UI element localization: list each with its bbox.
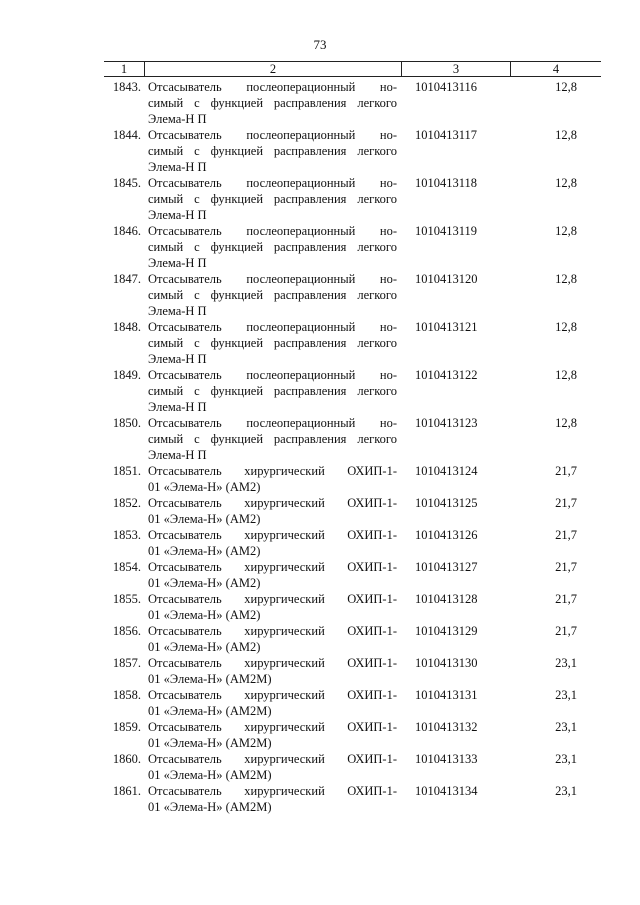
item-name-line: 01 «Элема-Н» (АМ2М) — [148, 768, 272, 782]
item-name-line: Отсасыватель послеоперационный но- — [148, 80, 397, 94]
item-name-line: Отсасыватель послеоперационный но- — [148, 320, 397, 334]
item-name — [145, 783, 397, 815]
item-name-line: 01 «Элема-Н» (АМ2) — [148, 576, 261, 590]
item-code: 1010413124 — [415, 464, 478, 478]
row-number: 1858. — [112, 688, 141, 702]
item-value: 12,8 — [555, 80, 577, 94]
item-name-line: Элема-Н П — [148, 256, 207, 270]
item-name — [145, 463, 397, 495]
table-row — [104, 271, 604, 319]
item-name-line: Элема-Н П — [148, 352, 207, 366]
item-value: 12,8 — [555, 224, 577, 238]
row-number: 1860. — [112, 752, 141, 766]
header-col-3: 3 — [402, 62, 511, 76]
item-value: 12,8 — [555, 128, 577, 142]
item-code: 1010413121 — [415, 320, 478, 334]
item-name-line: симый с функцией расправления легкого — [148, 240, 397, 254]
table-body — [104, 79, 604, 815]
item-name-line: Отсасыватель послеоперационный но- — [148, 176, 397, 190]
item-name-line: симый с функцией расправления легкого — [148, 384, 397, 398]
item-name-line: Отсасыватель хирургический ОХИП-1- — [148, 624, 397, 638]
item-name-line: Отсасыватель послеоперационный но- — [148, 272, 397, 286]
item-name-line: Отсасыватель хирургический ОХИП-1- — [148, 592, 397, 606]
item-code: 1010413127 — [415, 560, 478, 574]
item-name-line: Элема-Н П — [148, 208, 207, 222]
item-name-line: 01 «Элема-Н» (АМ2М) — [148, 704, 272, 718]
item-value: 12,8 — [555, 368, 577, 382]
item-name-line: Отсасыватель послеоперационный но- — [148, 368, 397, 382]
table-row — [104, 127, 604, 175]
item-name-line: 01 «Элема-Н» (АМ2) — [148, 480, 261, 494]
row-number: 1856. — [112, 624, 141, 638]
item-name-line: Отсасыватель хирургический ОХИП-1- — [148, 560, 397, 574]
table-row — [104, 655, 604, 687]
item-name — [145, 527, 397, 559]
item-code: 1010413125 — [415, 496, 478, 510]
item-name-line: 01 «Элема-Н» (АМ2М) — [148, 672, 272, 686]
item-code: 1010413122 — [415, 368, 478, 382]
item-name — [145, 223, 397, 271]
row-number: 1844. — [112, 128, 141, 142]
item-code: 1010413119 — [415, 224, 478, 238]
table-row — [104, 687, 604, 719]
row-number: 1853. — [112, 528, 141, 542]
row-number: 1849. — [112, 368, 141, 382]
item-value: 21,7 — [555, 496, 577, 510]
table-header — [104, 61, 601, 77]
item-name-line: Отсасыватель хирургический ОХИП-1- — [148, 720, 397, 734]
item-code: 1010413132 — [415, 720, 478, 734]
item-name-line: Отсасыватель послеоперационный но- — [148, 224, 397, 238]
row-number: 1852. — [112, 496, 141, 510]
item-name — [145, 127, 397, 175]
item-name-line: симый с функцией расправления легкого — [148, 192, 397, 206]
item-name — [145, 623, 397, 655]
item-name-line: 01 «Элема-Н» (АМ2М) — [148, 800, 272, 814]
header-col-2: 2 — [145, 62, 402, 76]
item-name — [145, 495, 397, 527]
row-number: 1843. — [112, 80, 141, 94]
item-code: 1010413129 — [415, 624, 478, 638]
item-name-line: Элема-Н П — [148, 400, 207, 414]
item-name-line: 01 «Элема-Н» (АМ2) — [148, 608, 261, 622]
table-row — [104, 223, 604, 271]
item-name-line: Отсасыватель хирургический ОХИП-1- — [148, 464, 397, 478]
table-row — [104, 367, 604, 415]
row-number: 1855. — [112, 592, 141, 606]
item-value: 12,8 — [555, 416, 577, 430]
item-value: 12,8 — [555, 320, 577, 334]
item-value: 21,7 — [555, 528, 577, 542]
item-name-line: Элема-Н П — [148, 448, 207, 462]
item-value: 12,8 — [555, 176, 577, 190]
row-number: 1851. — [112, 464, 141, 478]
table-row — [104, 559, 604, 591]
table-row — [104, 591, 604, 623]
item-name — [145, 719, 397, 751]
item-code: 1010413120 — [415, 272, 478, 286]
item-name-line: симый с функцией расправления легкого — [148, 336, 397, 350]
row-number: 1861. — [112, 784, 141, 798]
item-name — [145, 79, 397, 127]
item-name-line: Элема-Н П — [148, 160, 207, 174]
table-row — [104, 463, 604, 495]
table-row — [104, 623, 604, 655]
item-code: 1010413117 — [415, 128, 478, 142]
item-name-line: Отсасыватель послеоперационный но- — [148, 416, 397, 430]
item-value: 21,7 — [555, 560, 577, 574]
item-name-line: Отсасыватель хирургический ОХИП-1- — [148, 496, 397, 510]
item-code: 1010413123 — [415, 416, 478, 430]
item-value: 21,7 — [555, 624, 577, 638]
item-name-line: 01 «Элема-Н» (АМ2) — [148, 512, 261, 526]
item-name-line: Элема-Н П — [148, 112, 207, 126]
row-number: 1859. — [112, 720, 141, 734]
item-name — [145, 415, 397, 463]
item-code: 1010413133 — [415, 752, 478, 766]
item-name — [145, 591, 397, 623]
item-value: 12,8 — [555, 272, 577, 286]
item-code: 1010413126 — [415, 528, 478, 542]
item-name-line: 01 «Элема-Н» (АМ2) — [148, 640, 261, 654]
item-name-line: симый с функцией расправления легкого — [148, 96, 397, 110]
item-name-line: 01 «Элема-Н» (АМ2) — [148, 544, 261, 558]
item-name — [145, 655, 397, 687]
table-row — [104, 527, 604, 559]
item-value: 21,7 — [555, 592, 577, 606]
item-name — [145, 559, 397, 591]
row-number: 1847. — [112, 272, 141, 286]
row-number: 1846. — [112, 224, 141, 238]
item-name — [145, 687, 397, 719]
item-code: 1010413116 — [415, 80, 478, 94]
item-name — [145, 367, 397, 415]
row-number: 1850. — [112, 416, 141, 430]
item-code: 1010413130 — [415, 656, 478, 670]
item-name-line: Отсасыватель хирургический ОХИП-1- — [148, 656, 397, 670]
table-row — [104, 719, 604, 751]
item-value: 23,1 — [555, 688, 577, 702]
item-value: 23,1 — [555, 784, 577, 798]
header-col-1: 1 — [104, 62, 145, 76]
table-row — [104, 79, 604, 127]
table-row — [104, 319, 604, 367]
item-code: 1010413118 — [415, 176, 478, 190]
table-row — [104, 175, 604, 223]
item-value: 21,7 — [555, 464, 577, 478]
item-name-line: Элема-Н П — [148, 304, 207, 318]
table-row — [104, 495, 604, 527]
item-name-line: Отсасыватель хирургический ОХИП-1- — [148, 752, 397, 766]
item-name-line: 01 «Элема-Н» (АМ2М) — [148, 736, 272, 750]
item-name-line: Отсасыватель хирургический ОХИП-1- — [148, 784, 397, 798]
item-name-line: Отсасыватель послеоперационный но- — [148, 128, 397, 142]
item-value: 23,1 — [555, 752, 577, 766]
item-name-line: симый с функцией расправления легкого — [148, 432, 397, 446]
row-number: 1857. — [112, 656, 141, 670]
item-code: 1010413134 — [415, 784, 478, 798]
item-code: 1010413131 — [415, 688, 478, 702]
header-col-4: 4 — [552, 62, 560, 76]
page-number: 73 — [313, 37, 327, 52]
item-code: 1010413128 — [415, 592, 478, 606]
row-number: 1854. — [112, 560, 141, 574]
row-number: 1845. — [112, 176, 141, 190]
table-row — [104, 415, 604, 463]
table-row — [104, 751, 604, 783]
table-row — [104, 783, 604, 815]
item-value: 23,1 — [555, 720, 577, 734]
item-name-line: симый с функцией расправления легкого — [148, 288, 397, 302]
item-value: 23,1 — [555, 656, 577, 670]
item-name-line: Отсасыватель хирургический ОХИП-1- — [148, 528, 397, 542]
item-name — [145, 751, 397, 783]
item-name-line: Отсасыватель хирургический ОХИП-1- — [148, 688, 397, 702]
item-name-line: симый с функцией расправления легкого — [148, 144, 397, 158]
item-name — [145, 319, 397, 367]
item-name — [145, 271, 397, 319]
row-number: 1848. — [112, 320, 141, 334]
item-name — [145, 175, 397, 223]
